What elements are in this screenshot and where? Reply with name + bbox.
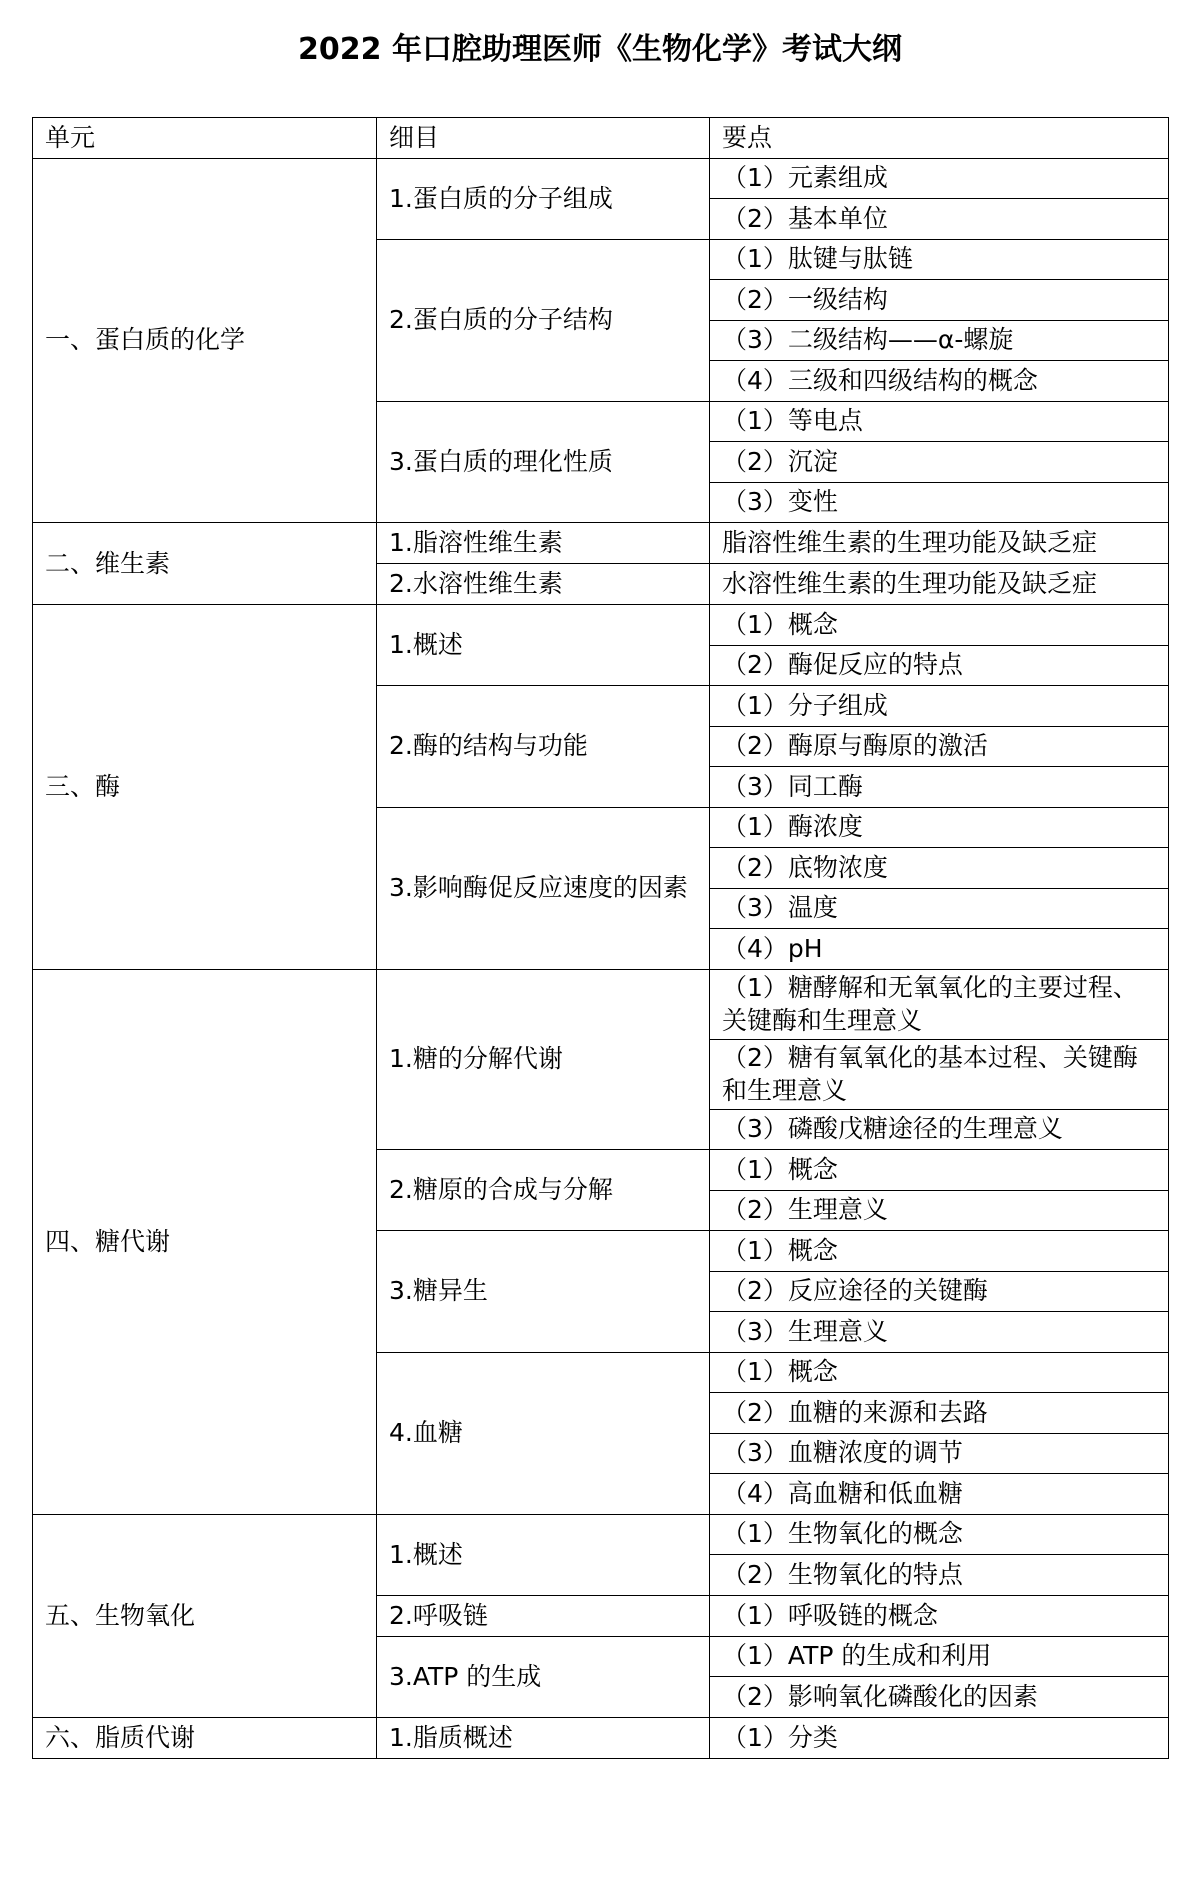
subject-cell: 1.蛋白质的分子组成 <box>377 158 710 239</box>
point-cell: （1）分类 <box>710 1717 1169 1758</box>
subject-cell: 2.酶的结构与功能 <box>377 686 710 808</box>
point-cell: （2）一级结构 <box>710 280 1169 321</box>
unit-cell: 三、酶 <box>33 605 377 970</box>
subject-cell: 2.水溶性维生素 <box>377 564 710 605</box>
subject-cell: 2.呼吸链 <box>377 1595 710 1636</box>
point-cell: （4）pH <box>710 929 1169 970</box>
point-cell: （1）肽键与肽链 <box>710 239 1169 280</box>
subject-cell: 3.糖异生 <box>377 1231 710 1353</box>
subject-cell: 3.ATP 的生成 <box>377 1636 710 1717</box>
table-row <box>33 158 1169 199</box>
point-cell: （2）底物浓度 <box>710 848 1169 889</box>
subject-cell: 2.糖原的合成与分解 <box>377 1150 710 1231</box>
point-cell: （2）沉淀 <box>710 442 1169 483</box>
subject-cell: 3.蛋白质的理化性质 <box>377 401 710 523</box>
unit-cell: 二、维生素 <box>33 523 377 605</box>
table-row <box>33 605 1169 646</box>
point-cell: （1）呼吸链的概念 <box>710 1595 1169 1636</box>
table-body <box>33 158 1169 1758</box>
subject-cell: 1.概述 <box>377 605 710 686</box>
point-cell: （1）元素组成 <box>710 158 1169 199</box>
syllabus-table <box>32 117 1169 1759</box>
unit-cell: 六、脂质代谢 <box>33 1717 377 1758</box>
subject-cell: 1.糖的分解代谢 <box>377 969 710 1150</box>
point-cell: （3）温度 <box>710 888 1169 929</box>
point-cell: （1）生物氧化的概念 <box>710 1514 1169 1555</box>
header-point: 要点 <box>710 118 1169 159</box>
table-header-row <box>33 118 1169 159</box>
page-title: 2022 年口腔助理医师《生物化学》考试大纲 <box>298 32 902 67</box>
point-cell: （2）血糖的来源和去路 <box>710 1393 1169 1434</box>
point-cell: （3）生理意义 <box>710 1312 1169 1353</box>
point-cell: （2）基本单位 <box>710 199 1169 240</box>
point-cell: （3）变性 <box>710 482 1169 523</box>
point-cell: （1）糖酵解和无氧氧化的主要过程、关键酶和生理意义 <box>710 969 1169 1039</box>
point-cell: 水溶性维生素的生理功能及缺乏症 <box>710 564 1169 605</box>
point-cell: （2）生物氧化的特点 <box>710 1555 1169 1596</box>
point-cell: （2）糖有氧氧化的基本过程、关键酶和生理意义 <box>710 1039 1169 1109</box>
table-row <box>33 1717 1169 1758</box>
point-cell: （2）影响氧化磷酸化的因素 <box>710 1677 1169 1718</box>
point-cell: （4）高血糖和低血糖 <box>710 1474 1169 1515</box>
subject-cell: 2.蛋白质的分子结构 <box>377 239 710 401</box>
subject-cell: 1.脂质概述 <box>377 1717 710 1758</box>
unit-cell: 五、生物氧化 <box>33 1514 377 1717</box>
table-row <box>33 523 1169 564</box>
subject-cell: 3.影响酶促反应速度的因素 <box>377 807 710 969</box>
point-cell: （1）酶浓度 <box>710 807 1169 848</box>
header-unit: 单元 <box>33 118 377 159</box>
point-cell: （2）酶促反应的特点 <box>710 645 1169 686</box>
point-cell: （2）反应途径的关键酶 <box>710 1271 1169 1312</box>
header-subject: 细目 <box>377 118 710 159</box>
unit-cell: 四、糖代谢 <box>33 969 377 1514</box>
unit-cell: 一、蛋白质的化学 <box>33 158 377 523</box>
point-cell: （2）生理意义 <box>710 1190 1169 1231</box>
point-cell: （3）血糖浓度的调节 <box>710 1433 1169 1474</box>
point-cell: （1）概念 <box>710 1150 1169 1191</box>
point-cell: （1）等电点 <box>710 401 1169 442</box>
subject-cell: 4.血糖 <box>377 1352 710 1514</box>
point-cell: 脂溶性维生素的生理功能及缺乏症 <box>710 523 1169 564</box>
subject-cell: 1.脂溶性维生素 <box>377 523 710 564</box>
point-cell: （1）概念 <box>710 1231 1169 1272</box>
subject-cell: 1.概述 <box>377 1514 710 1595</box>
point-cell: （1）概念 <box>710 1352 1169 1393</box>
point-cell: （3）同工酶 <box>710 767 1169 808</box>
table-row <box>33 969 1169 1039</box>
point-cell: （1）分子组成 <box>710 686 1169 727</box>
point-cell: （4）三级和四级结构的概念 <box>710 361 1169 402</box>
point-cell: （2）酶原与酶原的激活 <box>710 726 1169 767</box>
point-cell: （1）概念 <box>710 605 1169 646</box>
table-row <box>33 1514 1169 1555</box>
point-cell: （3）磷酸戊糖途径的生理意义 <box>710 1109 1169 1150</box>
point-cell: （1）ATP 的生成和利用 <box>710 1636 1169 1677</box>
point-cell: （3）二级结构——α-螺旋 <box>710 320 1169 361</box>
